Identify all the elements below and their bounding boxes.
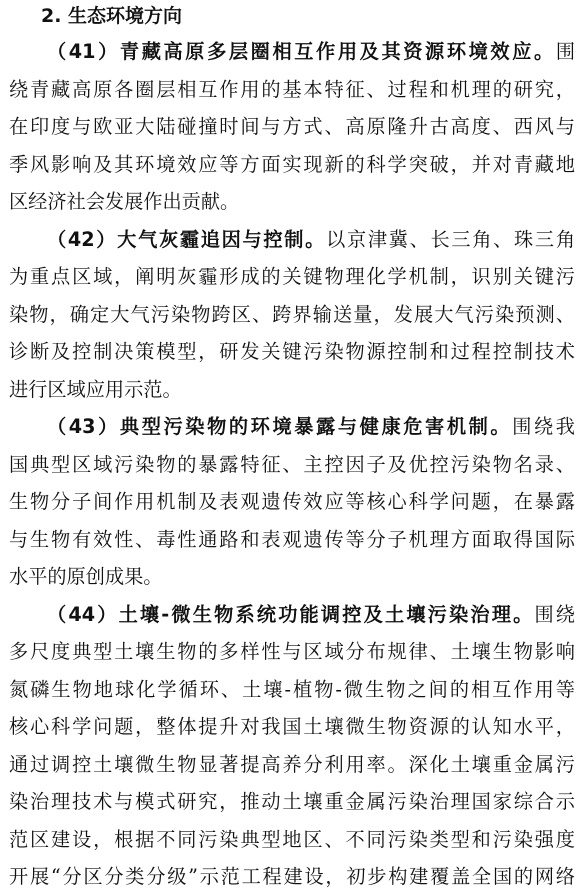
paragraph-43	[9, 408, 575, 596]
paragraph-line: 生物分子间作用机制及表观遗传效应等核心科学问题，在暴露	[9, 490, 575, 513]
paragraph-line: 与生物有效性、毒性通路和表观遗传等分子机理方面取得国际	[9, 527, 575, 551]
paragraph-line: 区经济社会发展作出贡献。	[9, 190, 240, 213]
line-text: 以京津冀、长三角、珠三角	[326, 227, 575, 251]
paragraph-line: 绕青藏高原各圈层相互作用的基本特征、过程和机理的研究，	[9, 77, 575, 101]
paragraph-first-line	[9, 33, 575, 71]
paragraph-title: （43）典型污染物的环境暴露与健康危害机制。	[47, 415, 513, 438]
line-text: 围绕	[534, 602, 575, 626]
section-heading: 2. 生态环境方向	[41, 5, 183, 27]
paragraph-line: 氮磷生物地球化学循环、土壤-植物-微生物之间的相互作用等	[9, 677, 575, 701]
paragraph-42	[9, 221, 575, 409]
paragraph-line: 季风影响及其环境效应等方面实现新的科学突破，并对青藏地	[9, 152, 575, 176]
paragraph-line: 为重点区域，阐明灰霾形成的关键物理化学机制，识别关键污	[9, 265, 575, 288]
paragraph-title: （41）青藏高原多层圈相互作用及其资源环境效应。	[47, 40, 556, 63]
paragraph-line: 核心科学问题，整体提升对我国土壤微生物资源的认知水平，	[9, 715, 575, 738]
paragraph-first-line	[9, 221, 575, 259]
paragraph-41	[9, 33, 575, 221]
paragraph-line: 多尺度典型土壤生物的多样性与区域分布规律、土壤生物影响	[9, 640, 575, 663]
paragraph-line: 染物，确定大气污染物跨区、跨界输送量，发展大气污染预测、	[9, 302, 575, 326]
paragraph-first-line	[9, 596, 575, 634]
paragraph-line: 在印度与欧亚大陆碰撞时间与方式、高原隆升古高度、西风与	[9, 115, 575, 138]
paragraph-line: 开展“分区分类分级”示范工程建设，初步构建覆盖全国的网络	[9, 865, 575, 888]
paragraph-line: 水平的原创成果。	[9, 565, 163, 588]
paragraph-44	[9, 596, 575, 896]
line-text: 围绕我	[512, 415, 575, 438]
line-text: 围	[555, 40, 575, 63]
paragraph-title: （42）大气灰霾追因与控制。	[47, 227, 327, 251]
paragraph-line: 通过调控土壤微生物显著提高养分利用率。深化土壤重金属污	[9, 752, 575, 776]
paragraph-title: （44）土壤-微生物系统功能调控及土壤污染治理。	[47, 602, 535, 626]
paragraph-line: 诊断及控制决策模型，研发关键污染物源控制和过程控制技术	[9, 340, 575, 363]
paragraph-first-line	[9, 408, 575, 446]
paragraph-line: 染治理技术与模式研究，推动土壤重金属污染治理国家综合示	[9, 790, 575, 813]
paragraph-line: 范区建设，根据不同污染典型地区、不同污染类型和污染强度	[9, 827, 575, 851]
paragraph-line: 国典型区域污染物的暴露特征、主控因子及优控污染物名录、	[9, 452, 575, 476]
paragraph-line: 进行区域应用示范。	[9, 377, 182, 401]
